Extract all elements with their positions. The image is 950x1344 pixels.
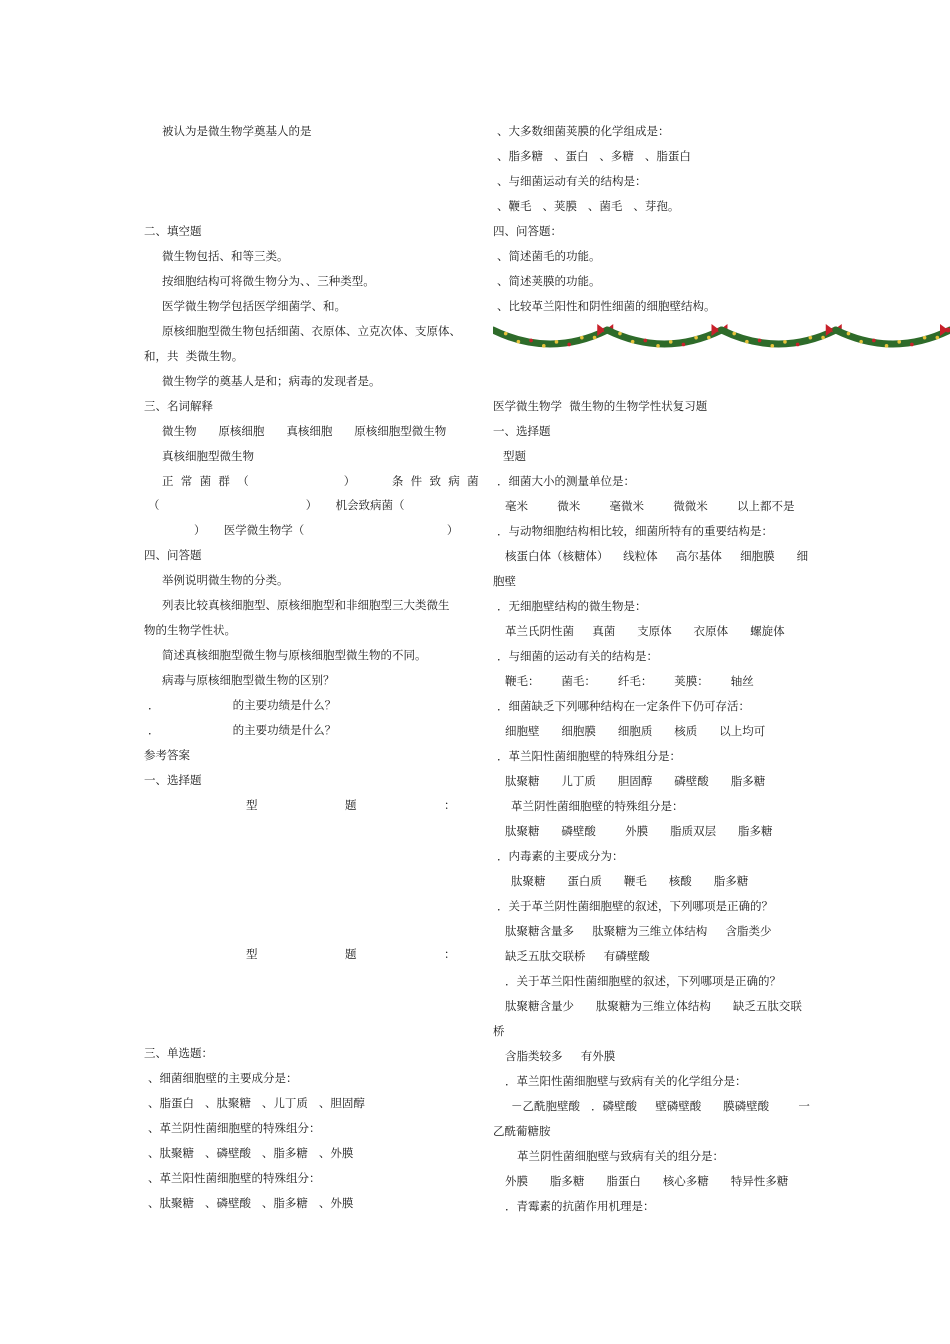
text-line: 革兰阴性菌细胞壁的特殊组分是： xyxy=(511,799,684,813)
text-line: 、脂蛋白 、肽聚糖 、儿丁质 、胆固醇 xyxy=(148,1096,365,1110)
text-line: ． 的主要功绩是什么？ xyxy=(148,698,337,712)
text-line: 题 xyxy=(345,798,357,812)
text-line: 四、问答题： xyxy=(493,224,562,238)
text-line: 乙酰葡糖胺 xyxy=(493,1124,551,1138)
text-line: ： xyxy=(444,947,456,961)
text-line: ． 的主要功绩是什么？ xyxy=(148,723,337,737)
text-line: 肽聚糖含量多 肽聚糖为三维立体结构 含脂类少 xyxy=(505,924,772,938)
text-line: ．与动物细胞结构相比较，细菌所特有的重要结构是： xyxy=(497,524,773,538)
text-line: 桥 xyxy=(493,1024,505,1038)
text-line: ．革兰阳性菌细胞壁的特殊组分是： xyxy=(497,749,681,763)
text-line: 、脂多糖 、蛋白 、多糖 、脂蛋白 xyxy=(497,149,691,163)
text-line: 、鞭毛 、荚膜 、菌毛 、芽孢。 xyxy=(497,199,680,213)
text-line: 真核细胞型微生物 xyxy=(162,449,254,463)
text-line: 、与细菌运动有关的结构是： xyxy=(497,174,647,188)
text-line: 型 xyxy=(246,798,258,812)
text-line: 胞壁 xyxy=(493,574,516,588)
text-line: 、大多数细菌荚膜的化学组成是： xyxy=(497,124,670,138)
text-line: 简述真核细胞型微生物与原核细胞型微生物的不同。 xyxy=(162,648,427,662)
text-line: 缺乏五肽交联桥 有磷壁酸 xyxy=(505,949,650,963)
text-line: 毫米 微米 毫微米 微微米 以上都不是 xyxy=(505,499,795,513)
text-line: 三、名词解释 xyxy=(144,399,213,413)
text-line: ．关于革兰阴性菌细胞壁的叙述，下列哪项是正确的？ xyxy=(497,899,773,913)
text-line: 、革兰阳性菌细胞壁的特殊组分： xyxy=(148,1171,321,1185)
text-line: 、比较革兰阳性和阴性细菌的细胞壁结构。 xyxy=(497,299,716,313)
text-line: 外膜 脂多糖 脂蛋白 核心多糖 特异性多糖 xyxy=(505,1174,789,1188)
text-line: 、细菌细胞壁的主要成分是： xyxy=(148,1071,298,1085)
text-line: 医学微生物学 微生物的生物学性状复习题 xyxy=(493,399,708,413)
text-line: 鞭毛： 菌毛： 纤毛： 荚膜： 轴丝 xyxy=(505,674,754,688)
text-line: 、简述荚膜的功能。 xyxy=(497,274,601,288)
text-line: 四、问答题 xyxy=(144,548,202,562)
text-line: 微生物学的奠基人是和；病毒的发现者是。 xyxy=(162,374,381,388)
text-line: 二、填空题 xyxy=(144,224,202,238)
text-line: 微生物包括、和等三类。 xyxy=(162,249,289,263)
text-line: 医学微生物学包括医学细菌学、和。 xyxy=(162,299,346,313)
text-line: 革兰氏阴性菌 真菌 支原体 衣原体 螺旋体 xyxy=(505,624,785,638)
text-line: 肽聚糖 蛋白质 鞭毛 核酸 脂多糖 xyxy=(511,874,749,888)
text-line: 一、选择题 xyxy=(493,424,551,438)
text-line: 、肽聚糖 、磷壁酸 、脂多糖 、外膜 xyxy=(148,1196,354,1210)
text-line: 肽聚糖含量少 肽聚糖为三维立体结构 缺乏五肽交联 xyxy=(505,999,802,1013)
text-line: 、革兰阴性菌细胞壁的特殊组分： xyxy=(148,1121,321,1135)
text-line: 和，共 类微生物。 xyxy=(144,349,244,363)
text-line: 题 xyxy=(345,947,357,961)
text-line: 微生物 原核细胞 真核细胞 原核细胞型微生物 xyxy=(162,424,447,438)
text-line: 细胞壁 细胞膜 细胞质 核质 以上均可 xyxy=(505,724,766,738)
text-line: ．与细菌的运动有关的结构是： xyxy=(497,649,658,663)
text-line: ： xyxy=(444,798,456,812)
text-line: 肽聚糖 儿丁质 胆固醇 磷壁酸 脂多糖 xyxy=(505,774,766,788)
text-line: ．细菌大小的测量单位是： xyxy=(497,474,635,488)
text-line: 被认为是微生物学奠基人的是 xyxy=(162,124,312,138)
text-line: 病毒与原核细胞型微生物的区别？ xyxy=(162,673,335,687)
text-line: ．无细胞壁结构的微生物是： xyxy=(497,599,647,613)
text-line: 核蛋白体（核糖体） 线粒体 高尔基体 细胞膜 细 xyxy=(505,549,809,563)
text-line: 举例说明微生物的分类。 xyxy=(162,573,289,587)
text-line: 参考答案 xyxy=(144,748,190,762)
text-line: 物的生物学性状。 xyxy=(144,623,236,637)
text-line: 革兰阴性菌细胞壁与致病有关的组分是： xyxy=(517,1149,724,1163)
christmas-garland-icon xyxy=(493,318,950,360)
text-line: －乙酰胞壁酸 ．磷壁酸 壁磷壁酸 膜磷壁酸 一 xyxy=(511,1099,810,1113)
text-line: 肽聚糖 磷壁酸 外膜 脂质双层 脂多糖 xyxy=(505,824,773,838)
text-line: 按细胞结构可将微生物分为、、三种类型。 xyxy=(162,274,375,288)
text-line: 正 常 菌 群 （ ） 条 件 致 病 菌 xyxy=(162,474,479,488)
text-line: ．内毒素的主要成分为： xyxy=(497,849,624,863)
text-line: 、肽聚糖 、磷壁酸 、脂多糖 、外膜 xyxy=(148,1146,354,1160)
text-line: ．关于革兰阳性菌细胞壁的叙述，下列哪项是正确的？ xyxy=(505,974,781,988)
text-line: 一、选择题 xyxy=(144,773,202,787)
text-line: 型题 xyxy=(503,449,526,463)
text-line: 型 xyxy=(246,947,258,961)
text-line: 三、单选题： xyxy=(144,1046,213,1060)
text-line: 原核细胞型微生物包括细菌、衣原体、立克次体、支原体、 xyxy=(162,324,461,338)
text-line: ．细菌缺乏下列哪种结构在一定条件下仍可存活： xyxy=(497,699,750,713)
text-line: 、简述菌毛的功能。 xyxy=(497,249,601,263)
text-line: 含脂类较多 有外膜 xyxy=(505,1049,616,1063)
text-line: 列表比较真核细胞型、原核细胞型和非细胞型三大类微生 xyxy=(162,598,450,612)
text-line: ） 医学微生物学（ ） xyxy=(194,523,459,537)
text-line: （ ） 机会致病菌（ xyxy=(148,498,405,512)
text-line: ．革兰阳性菌细胞壁与致病有关的化学组分是： xyxy=(505,1074,747,1088)
text-line: ．青霉素的抗菌作用机理是： xyxy=(505,1199,655,1213)
